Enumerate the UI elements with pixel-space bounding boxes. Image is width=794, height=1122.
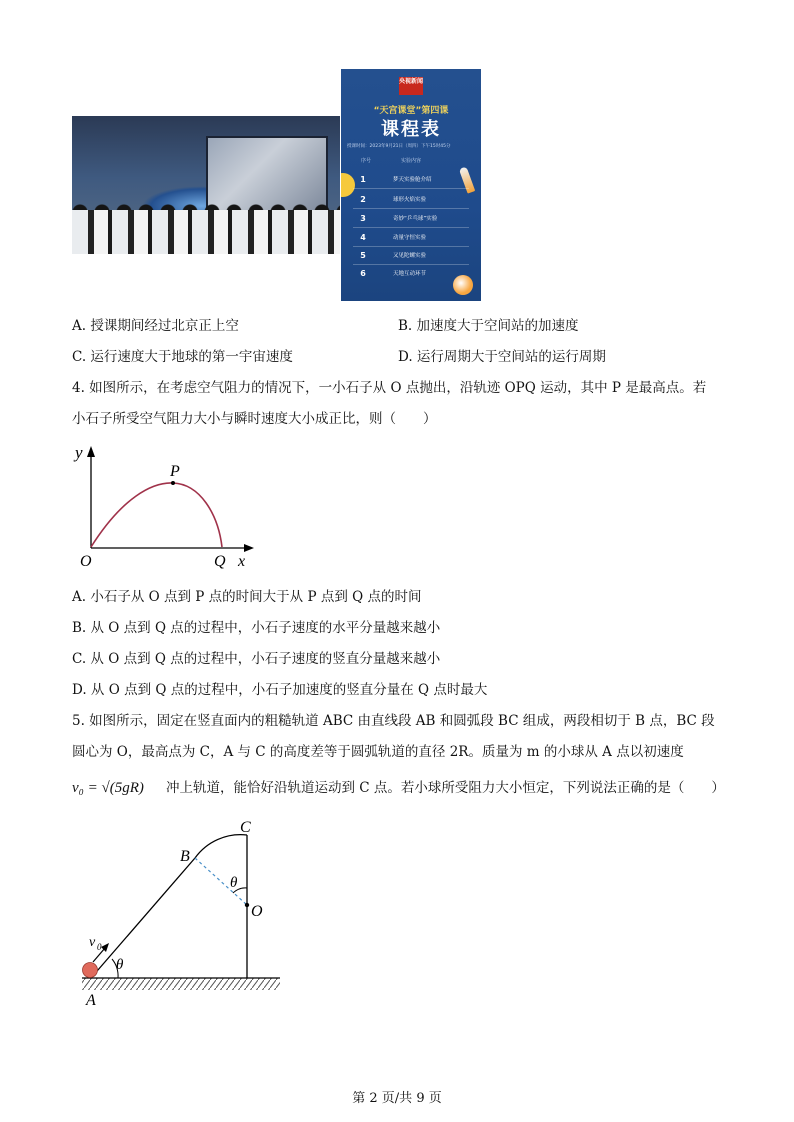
row-name: 天地互动环节 xyxy=(393,271,427,277)
q5-stem-line3: 冲上轨道，能恰好沿轨道运动到 C 点。若小球所受阻力大小恒定，下列说法正确的是（ ） xyxy=(166,780,725,796)
row-number: 4 xyxy=(360,233,366,242)
poster-title: 课程表 xyxy=(381,119,441,140)
q4-stem-line1: 4. 如图所示，在考虑空气阻力的情况下，一小石子从 O 点抛出，沿轨迹 OPQ 运动，其中 P 是最高点。若 xyxy=(72,380,707,396)
poster-row xyxy=(353,247,469,265)
row-number: 3 xyxy=(360,214,366,223)
point-p xyxy=(171,481,175,485)
poster-time: 授课时间：2023年9月21日（周四）下午15时45分 xyxy=(347,144,451,149)
arc-bc xyxy=(195,835,247,858)
ground-hatching xyxy=(82,978,280,990)
row-number: 6 xyxy=(360,269,366,278)
x-axis-arrow xyxy=(244,544,254,552)
y-axis-arrow xyxy=(87,446,95,457)
segment-ab xyxy=(91,858,195,978)
row-name: 又见陀螺实验 xyxy=(393,253,427,259)
label-q: Q xyxy=(214,553,226,570)
cctv-news-badge: 央视新闻 xyxy=(399,77,423,95)
q4-option-d: D. 从 O 点到 Q 点的过程中，小石子加速度的竖直分量在 Q 点时最大 xyxy=(72,682,488,698)
poster-row xyxy=(353,171,469,189)
student-crowd xyxy=(72,210,340,254)
label-v0: v xyxy=(89,935,96,950)
label-o: O xyxy=(80,553,92,570)
poster-row xyxy=(353,265,469,283)
schedule-poster xyxy=(341,69,481,301)
q5-formula: v₀ = √(5gR) xyxy=(72,780,144,796)
q5-stem-line2: 圆心为 O，最高点为 C，A 与 C 的高度差等于圆弧轨道的直径 2R。质量为 m 的小球从 A 点以初速度 xyxy=(72,744,684,760)
label-theta-o: θ xyxy=(230,875,238,891)
label-theta-a: θ xyxy=(116,957,124,973)
q5-track-figure xyxy=(72,812,292,1017)
poster-head-name: 实验内容 xyxy=(401,158,422,164)
classroom-photo xyxy=(72,116,340,254)
row-name: 奇妙“乒乓球”实验 xyxy=(393,216,438,222)
center-o xyxy=(245,903,249,907)
row-number: 5 xyxy=(360,251,366,260)
ball xyxy=(83,963,98,978)
label-x: x xyxy=(238,553,246,570)
q3-option-a: A. 授课期间经过北京正上空 xyxy=(72,318,239,334)
label-y: y xyxy=(75,443,83,462)
q4-stem-line2: 小石子所受空气阻力大小与瞬时速度大小成正比，则（ ） xyxy=(72,411,437,427)
q4-option-b: B. 从 O 点到 Q 点的过程中，小石子速度的水平分量越来越小 xyxy=(72,620,441,636)
label-b: B xyxy=(180,848,190,865)
q3-option-b: B. 加速度大于空间站的加速度 xyxy=(398,318,579,334)
q5-stem-line1: 5. 如图所示，固定在竖直面内的粗糙轨道 ABC 由直线段 AB 和圆弧段 BC 组成，两段相切于 B 点，BC 段 xyxy=(72,713,715,729)
radius-ob xyxy=(195,858,247,905)
label-p: P xyxy=(170,463,180,480)
row-name: 球形火焰实验 xyxy=(393,197,427,203)
poster-head-num: 序号 xyxy=(361,158,372,164)
poster-row xyxy=(353,191,469,209)
row-name: 梦天实验舱介绍 xyxy=(393,177,432,183)
row-number: 1 xyxy=(360,175,366,184)
astronaut-icon xyxy=(453,275,473,295)
label-a: A xyxy=(86,992,96,1009)
q3-option-c: C. 运行速度大于地球的第一宇宙速度 xyxy=(72,349,293,365)
q4-option-c: C. 从 O 点到 Q 点的过程中，小石子速度的竖直分量越来越小 xyxy=(72,651,441,667)
trajectory-curve xyxy=(91,483,222,547)
q4-option-a: A. 小石子从 O 点到 P 点的时间大于从 P 点到 Q 点的时间 xyxy=(72,589,422,605)
poster-row xyxy=(353,210,469,228)
q4-trajectory-figure xyxy=(72,440,262,575)
q3-option-d: D. 运行周期大于空间站的运行周期 xyxy=(398,349,606,365)
poster-row xyxy=(353,229,469,247)
poster-subtitle: “天宫课堂”第四课 xyxy=(373,106,449,116)
label-v0-subscript: 0 xyxy=(97,942,102,952)
row-name: 动量守恒实验 xyxy=(393,235,427,241)
row-number: 2 xyxy=(360,195,366,204)
label-c: C xyxy=(240,819,251,836)
page-footer: 第 2 页/共 9 页 xyxy=(352,1091,442,1106)
label-o: O xyxy=(251,903,263,920)
